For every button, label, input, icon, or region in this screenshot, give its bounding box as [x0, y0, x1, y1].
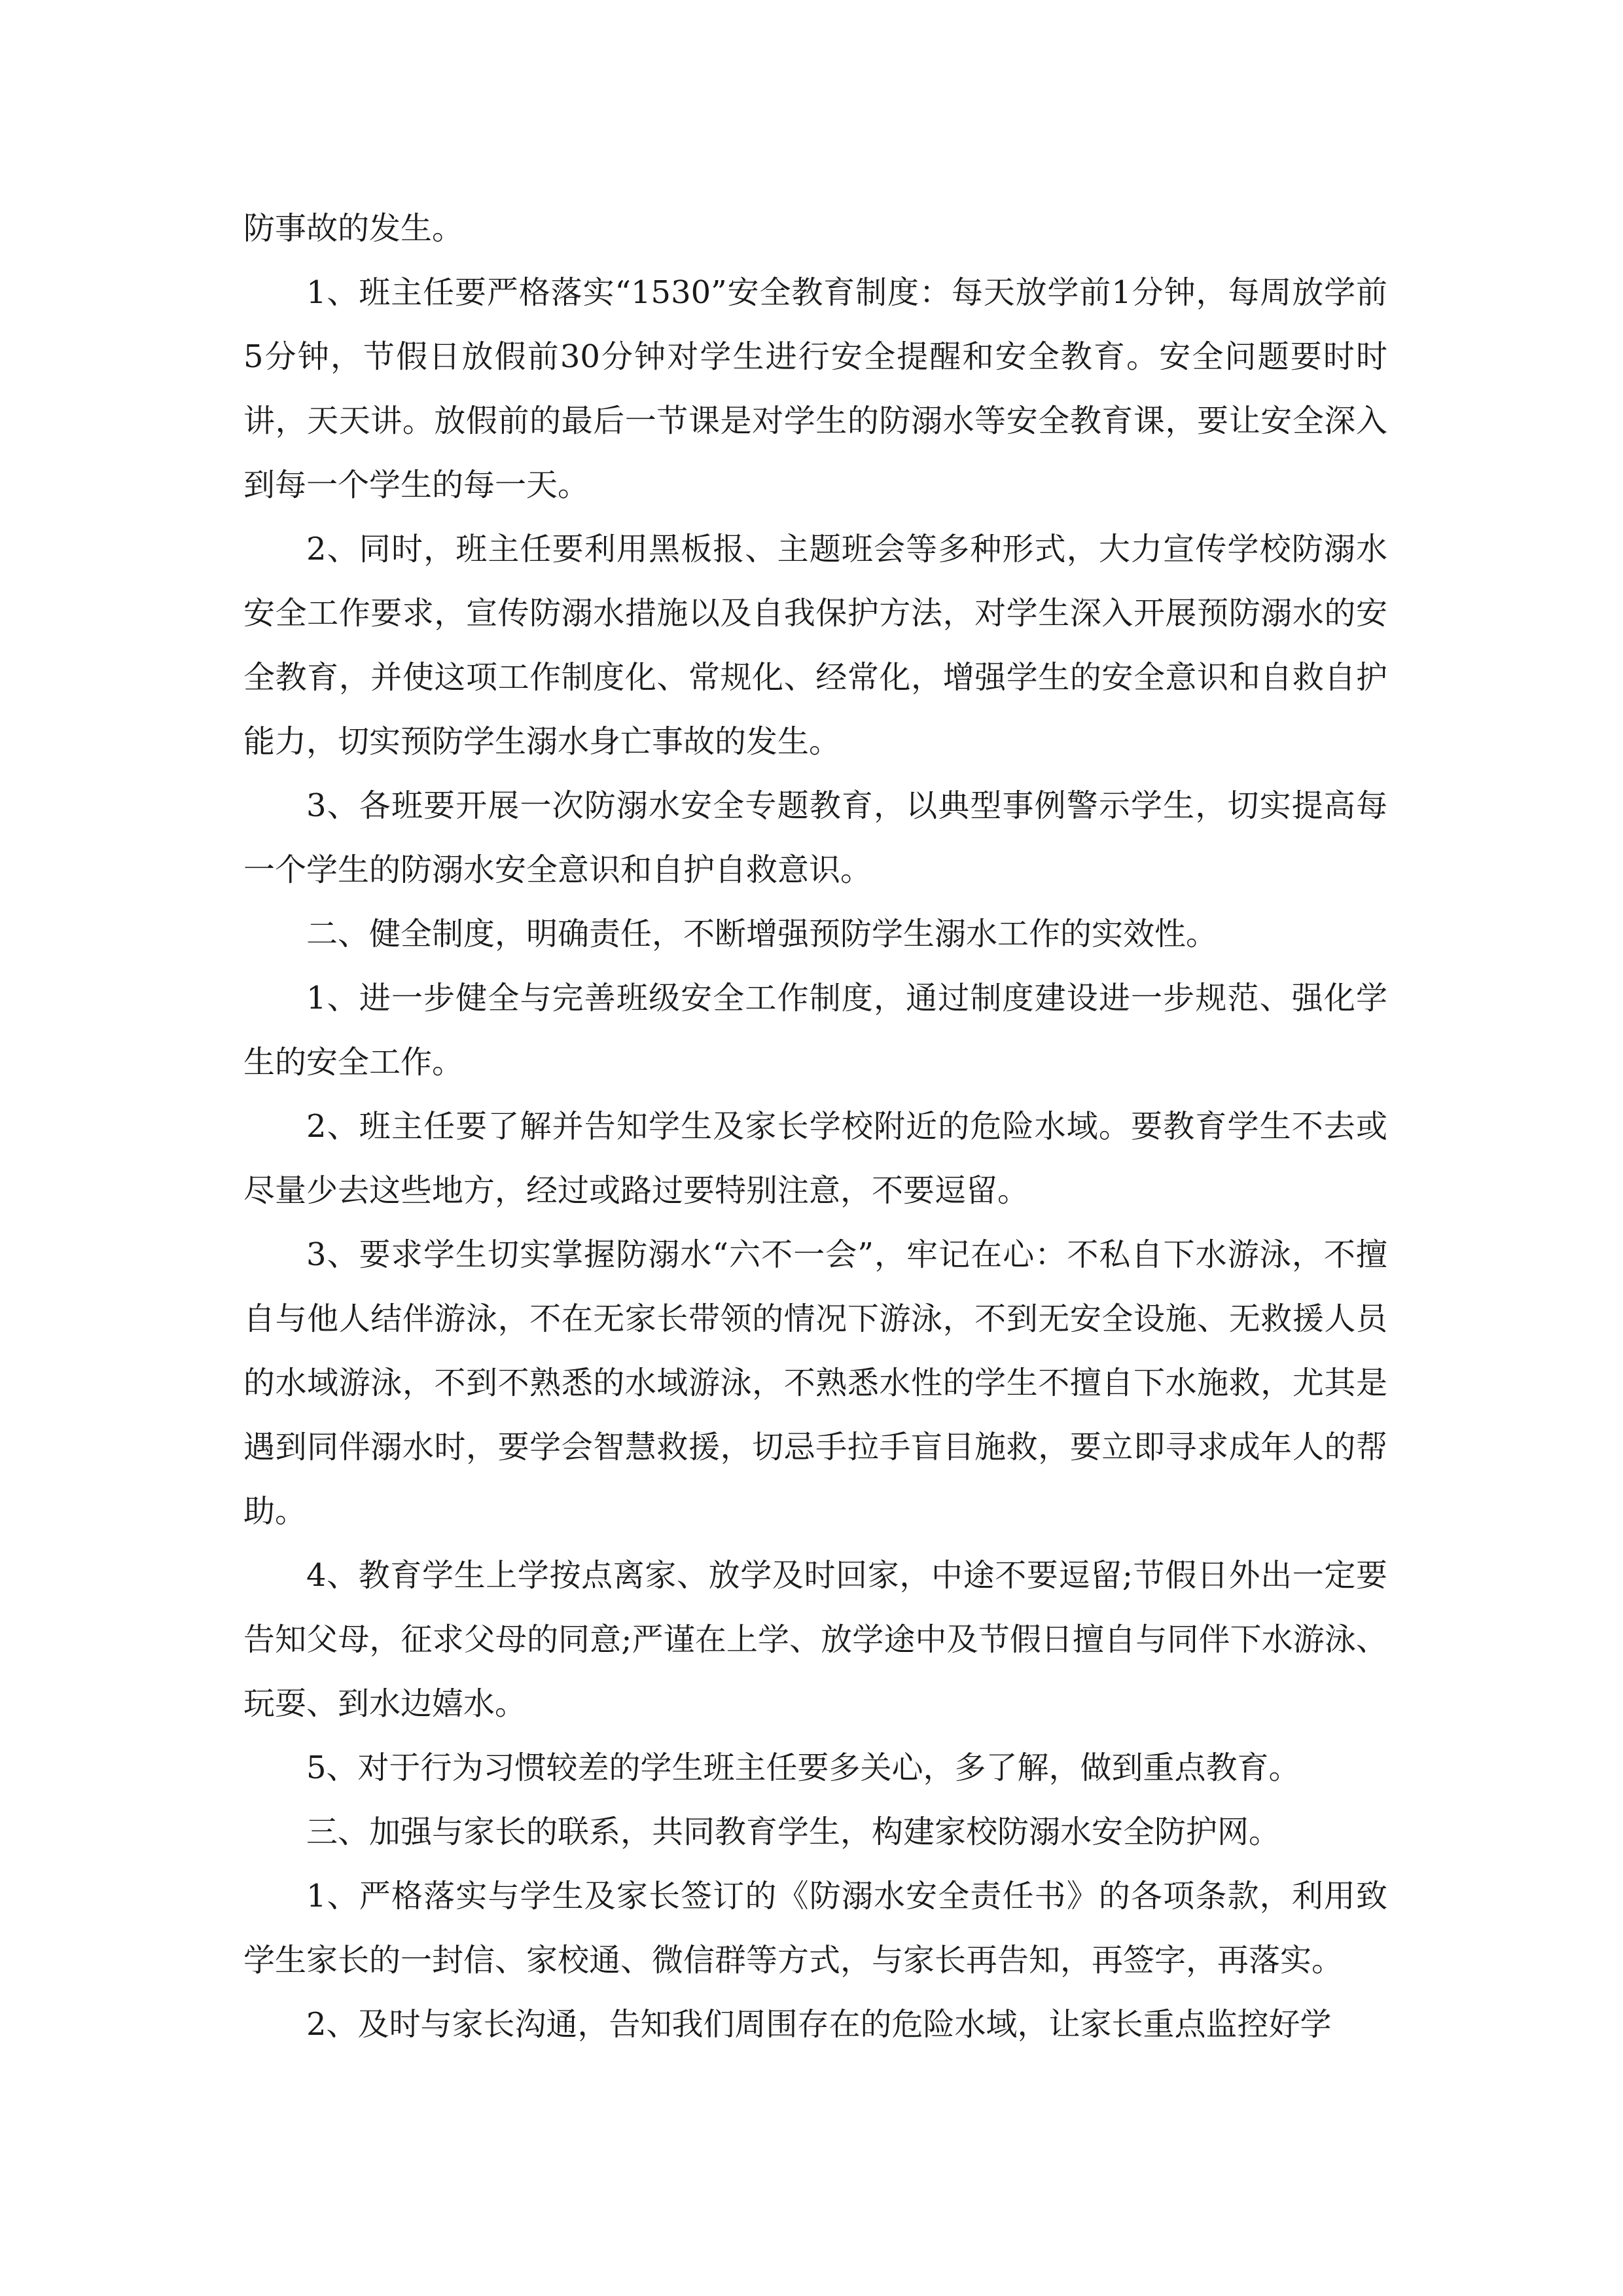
- paragraph: 2、及时与家长沟通，告知我们周围存在的危险水域，让家长重点监控好学: [306, 2006, 1332, 2043]
- paragraph: 3、各班要开展一次防溺水安全专题教育，以典型事例警示学生，切实提高每一个学生的防溺水安全意识和自护自救意识。: [243, 787, 1387, 888]
- paragraph: 1、严格落实与学生及家长签订的《防溺水安全责任书》的各项条款，利用致学生家长的一封信、家校通、微信群等方式，与家长再告知，再签字，再落实。: [243, 1878, 1387, 1979]
- document-body: [243, 196, 1387, 2056]
- paragraph: 2、同时，班主任要利用黑板报、主题班会等多种形式，大力宣传学校防溺水安全工作要求，宣传防溺水措施以及自我保护方法，对学生深入开展预防溺水的安全教育，并使这项工作制度化、常规化、经常化，增强学生的安全意识和自救自护能力，切实预防学生溺水身亡事故的发生。: [243, 531, 1387, 760]
- paragraph: 3、要求学生切实掌握防溺水“六不一会”，牢记在心：不私自下水游泳，不擅自与他人结伴游泳，不在无家长带领的情况下游泳，不到无安全设施、无救援人员的水域游泳，不到不熟悉的水域游泳，不熟悉水性的学生不擅自下水施救，尤其是遇到同伴溺水时，要学会智慧救援，切忌手拉手盲目施救，要立即寻求成年人的帮助。: [243, 1236, 1387, 1530]
- section-heading: 二、健全制度，明确责任，不断增强预防学生溺水工作的实效性。: [306, 916, 1218, 952]
- paragraph: 1、班主任要严格落实“1530”安全教育制度：每天放学前1分钟，每周放学前5分钟，节假日放假前30分钟对学生进行安全提醒和安全教育。安全问题要时时讲，天天讲。放假前的最后一节课是对学生的防溺水等安全教育课，要让安全深入到每一个学生的每一天。: [243, 274, 1387, 503]
- paragraph: 4、教育学生上学按点离家、放学及时回家，中途不要逗留;节假日外出一定要告知父母，征求父母的同意;严谨在上学、放学途中及节假日擅自与同伴下水游泳、玩耍、到水边嬉水。: [243, 1557, 1387, 1722]
- paragraph: 1、进一步健全与完善班级安全工作制度，通过制度建设进一步规范、强化学生的安全工作。: [243, 980, 1387, 1081]
- section-heading: 三、加强与家长的联系，共同教育学生，构建家校防溺水安全防护网。: [306, 1814, 1281, 1850]
- paragraph: 2、班主任要了解并告知学生及家长学校附近的危险水域。要教育学生不去或尽量少去这些地方，经过或路过要特别注意，不要逗留。: [243, 1108, 1387, 1209]
- paragraph: 防事故的发生。: [243, 210, 464, 247]
- paragraph: 5、对于行为习惯较差的学生班主任要多关心，多了解，做到重点教育。: [306, 1749, 1300, 1786]
